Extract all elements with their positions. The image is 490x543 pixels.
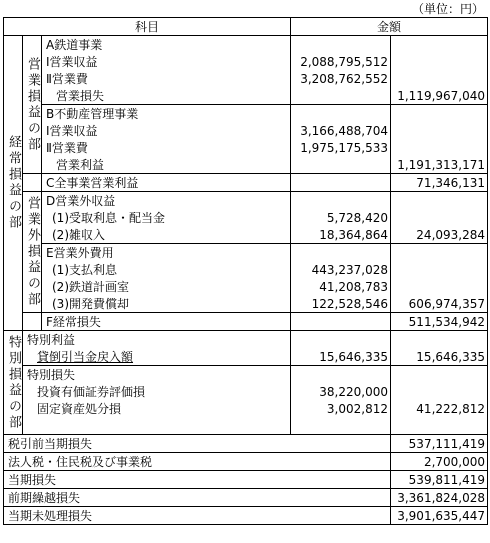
row-amount-1 xyxy=(291,192,391,210)
row-amount-2: 1,191,313,171 xyxy=(391,156,488,174)
row-amount-1 xyxy=(291,174,391,192)
table-row xyxy=(4,122,488,139)
table-row xyxy=(4,261,488,278)
table-row xyxy=(4,400,488,417)
table-row xyxy=(4,471,488,489)
table-row xyxy=(4,331,488,349)
row-label: Ⅱ営業費 xyxy=(42,70,291,87)
table-row xyxy=(4,192,488,210)
header-row xyxy=(4,18,488,36)
row-amount-1: 1,975,175,533 xyxy=(291,139,391,156)
row-amount-1: 3,208,762,552 xyxy=(291,70,391,87)
row-label: 固定資産処分損 xyxy=(23,400,291,417)
row-label: (2)雑収入 xyxy=(42,226,291,244)
row-amount-1: 5,728,420 xyxy=(291,209,391,226)
unit-label: （単位：円） xyxy=(411,2,484,16)
row-amount-1: 3,166,488,704 xyxy=(291,122,391,139)
row-label: (2)鉄道計画室 xyxy=(42,278,291,295)
row-amount-1: 41,208,783 xyxy=(291,278,391,295)
table-row xyxy=(4,435,488,453)
table-row xyxy=(4,244,488,262)
table-row xyxy=(4,156,488,174)
row-label: 法人税・住民税及び事業税 xyxy=(4,453,391,471)
row-label: 前期繰越損失 xyxy=(4,489,391,507)
row-amount-2 xyxy=(391,192,488,210)
row-amount-2 xyxy=(391,331,488,349)
row-label: F経常損失 xyxy=(42,313,291,331)
row-amount-1 xyxy=(291,156,391,174)
row-label-text: 貸倒引当金戻入額 xyxy=(37,349,134,364)
row-amount-1 xyxy=(291,366,391,384)
row-amount-1 xyxy=(291,105,391,123)
row-amount-2 xyxy=(391,105,488,123)
subject-header: 科目 xyxy=(4,18,291,36)
row-amount-2: 3,901,635,447 xyxy=(391,507,488,525)
row-amount-2 xyxy=(391,278,488,295)
row-amount-2 xyxy=(391,383,488,400)
table-row xyxy=(4,105,488,123)
group-tokubetsu-label: 特別損益の部 xyxy=(4,331,23,435)
row-label: E営業外費用 xyxy=(42,244,291,262)
row-amount-2: 606,974,357 xyxy=(391,295,488,313)
table-row xyxy=(4,174,488,192)
row-label: 当期損失 xyxy=(4,471,391,489)
row-amount-2: 539,811,419 xyxy=(391,471,488,489)
row-amount-2 xyxy=(391,261,488,278)
table-row xyxy=(4,417,488,435)
table-row xyxy=(4,383,488,400)
row-amount-2 xyxy=(391,366,488,384)
table-row xyxy=(4,489,488,507)
row-label: (1)支払利息 xyxy=(42,261,291,278)
row-label: D営業外収益 xyxy=(42,192,291,210)
row-label: Ⅰ営業収益 xyxy=(42,53,291,70)
row-amount-2: 3,361,824,028 xyxy=(391,489,488,507)
table-row xyxy=(4,295,488,313)
row-amount-2 xyxy=(391,244,488,262)
table-row xyxy=(4,70,488,87)
row-amount-2: 537,111,419 xyxy=(391,435,488,453)
row-label: 特別損失 xyxy=(23,366,291,384)
row-amount-1 xyxy=(291,313,391,331)
row-amount-1 xyxy=(291,331,391,349)
row-label xyxy=(23,348,291,366)
row-label: (3)開発費償却 xyxy=(42,295,291,313)
amount-header: 金額 xyxy=(291,18,488,36)
income-statement-table xyxy=(3,17,488,525)
row-amount-2: 41,222,812 xyxy=(391,400,488,417)
row-label: (1)受取利息・配当金 xyxy=(42,209,291,226)
row-amount-2 xyxy=(391,53,488,70)
row-label: 営業利益 xyxy=(42,156,291,174)
row-amount-1 xyxy=(291,87,391,105)
row-label: 投資有価証券評価損 xyxy=(23,383,291,400)
row-label: A鉄道事業 xyxy=(42,36,291,54)
row-label: Ⅱ営業費 xyxy=(42,139,291,156)
row-label: 営業損失 xyxy=(42,87,291,105)
row-amount-2 xyxy=(391,70,488,87)
row-amount-2: 1,119,967,040 xyxy=(391,87,488,105)
row-amount-2: 2,700,000 xyxy=(391,453,488,471)
row-label: 特別利益 xyxy=(23,331,291,349)
row-amount-2 xyxy=(391,36,488,54)
row-label: Ⅰ営業収益 xyxy=(42,122,291,139)
table-row xyxy=(4,507,488,525)
row-amount-1: 18,364,864 xyxy=(291,226,391,244)
row-amount-1: 443,237,028 xyxy=(291,261,391,278)
group-eigyo-label: 営業損益の部 xyxy=(23,36,42,174)
table-row xyxy=(4,139,488,156)
row-amount-2 xyxy=(391,122,488,139)
table-row xyxy=(4,313,488,331)
group-eigyogai-label: 営業外損益の部 xyxy=(23,192,42,313)
row-amount-1: 3,002,812 xyxy=(291,400,391,417)
table-row xyxy=(4,36,488,54)
row-label: 税引前当期損失 xyxy=(4,435,391,453)
row-amount-2: 15,646,335 xyxy=(391,348,488,366)
row-amount-2: 71,346,131 xyxy=(391,174,488,192)
row-amount-1: 122,528,546 xyxy=(291,295,391,313)
row-amount-1: 15,646,335 xyxy=(291,348,391,366)
table-row xyxy=(4,453,488,471)
row-amount-2: 24,093,284 xyxy=(391,226,488,244)
table-row xyxy=(4,209,488,226)
row-amount-2 xyxy=(391,139,488,156)
row-amount-2: 511,534,942 xyxy=(391,313,488,331)
table-row xyxy=(4,278,488,295)
row-amount-2 xyxy=(391,209,488,226)
group-keijo-label: 経常損益の部 xyxy=(4,36,23,331)
table-row xyxy=(4,53,488,70)
row-amount-1 xyxy=(291,36,391,54)
row-amount-1 xyxy=(291,244,391,262)
table-row xyxy=(4,348,488,366)
table-row xyxy=(4,366,488,384)
row-label: C全事業営業利益 xyxy=(42,174,291,192)
table-row xyxy=(4,226,488,244)
row-amount-1: 38,220,000 xyxy=(291,383,391,400)
row-label: B不動産管理事業 xyxy=(42,105,291,123)
row-amount-1: 2,088,795,512 xyxy=(291,53,391,70)
row-label: 当期未処理損失 xyxy=(4,507,391,525)
table-row xyxy=(4,87,488,105)
